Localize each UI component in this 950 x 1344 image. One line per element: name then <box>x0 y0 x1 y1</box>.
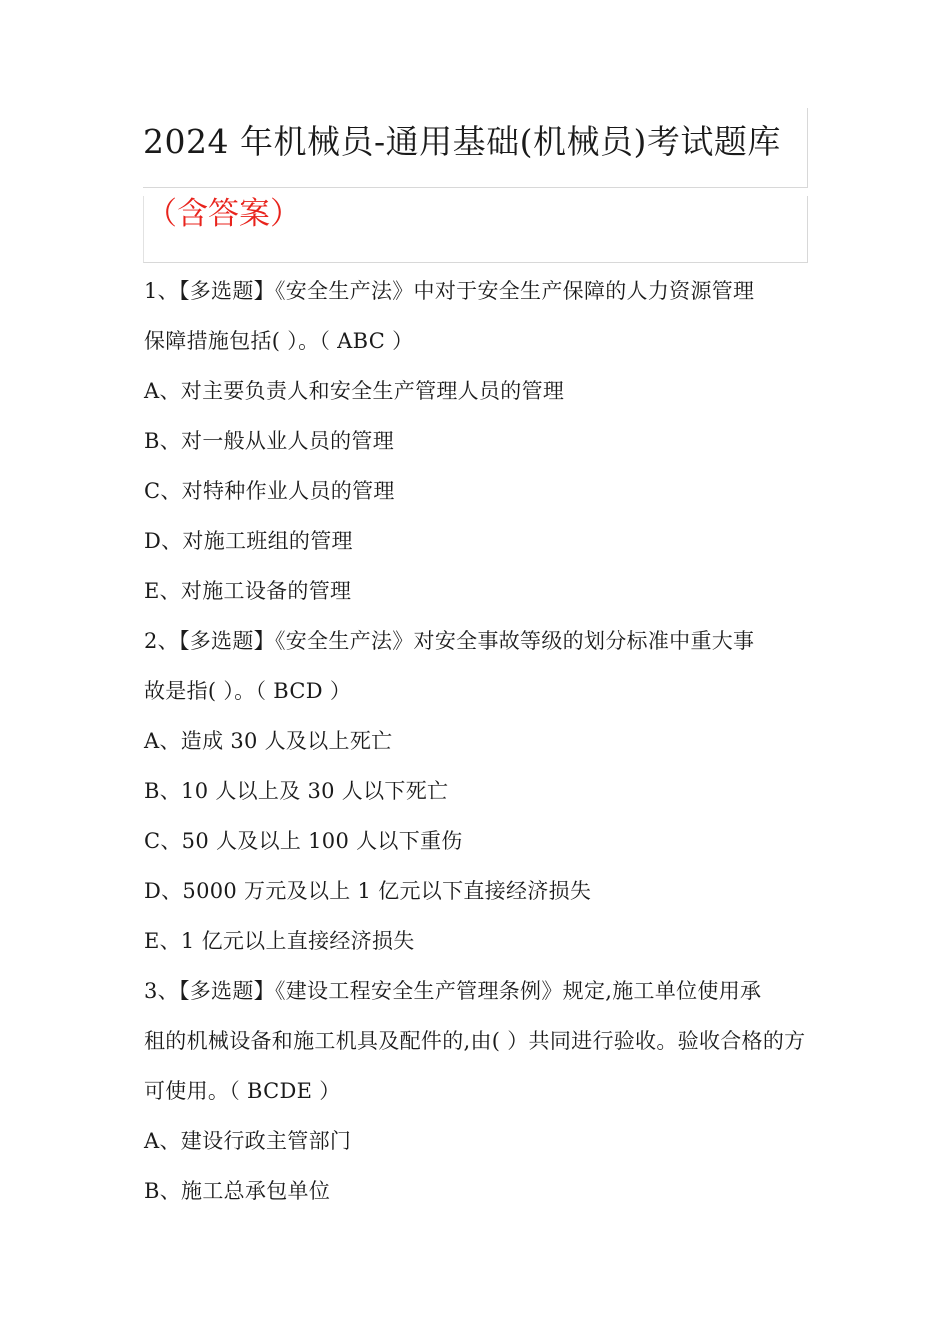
question-1-option-e: E、对施工设备的管理 <box>144 579 352 603</box>
question-3-stem-cont: 租的机械设备和施工机具及配件的,由( ）共同进行验收。验收合格的方 <box>144 1029 806 1053</box>
question-1-option-a: A、对主要负责人和安全生产管理人员的管理 <box>144 379 565 403</box>
question-1-stem-cont: 保障措施包括( ）。（ ABC ） <box>144 329 414 353</box>
question-1-option-d: D、对施工班组的管理 <box>144 529 353 553</box>
subtitle-box <box>143 196 808 263</box>
question-1-stem: 1、【多选题】《安全生产法》中对于安全生产保障的人力资源管理 <box>144 279 755 303</box>
question-3-stem-cont-2: 可使用。（ BCDE ） <box>144 1079 341 1103</box>
title-box <box>143 108 808 188</box>
question-1-option-c: C、对特种作业人员的管理 <box>144 479 395 503</box>
question-2-option-e: E、1 亿元以上直接经济损失 <box>144 929 415 953</box>
question-3-option-b: B、施工总承包单位 <box>144 1179 331 1203</box>
question-2-stem: 2、【多选题】《安全生产法》对安全事故等级的划分标准中重大事 <box>144 629 755 653</box>
question-2-stem-cont: 故是指( ）。（ BCD ） <box>144 679 352 703</box>
question-3-option-a: A、建设行政主管部门 <box>144 1129 352 1153</box>
document-subtitle: （含答案） <box>146 196 301 232</box>
question-list <box>144 266 814 1216</box>
document-title: 2024 年机械员-通用基础(机械员)考试题库 <box>143 122 781 161</box>
question-2-option-b: B、10 人以上及 30 人以下死亡 <box>144 779 449 803</box>
question-2-option-a: A、造成 30 人及以上死亡 <box>144 729 393 753</box>
question-1-option-b: B、对一般从业人员的管理 <box>144 429 395 453</box>
question-2-option-d: D、5000 万元及以上 1 亿元以下直接经济损失 <box>144 879 592 903</box>
question-2-option-c: C、50 人及以上 100 人以下重伤 <box>144 829 463 853</box>
question-3-stem: 3、【多选题】《建设工程安全生产管理条例》规定,施工单位使用承 <box>144 979 762 1003</box>
